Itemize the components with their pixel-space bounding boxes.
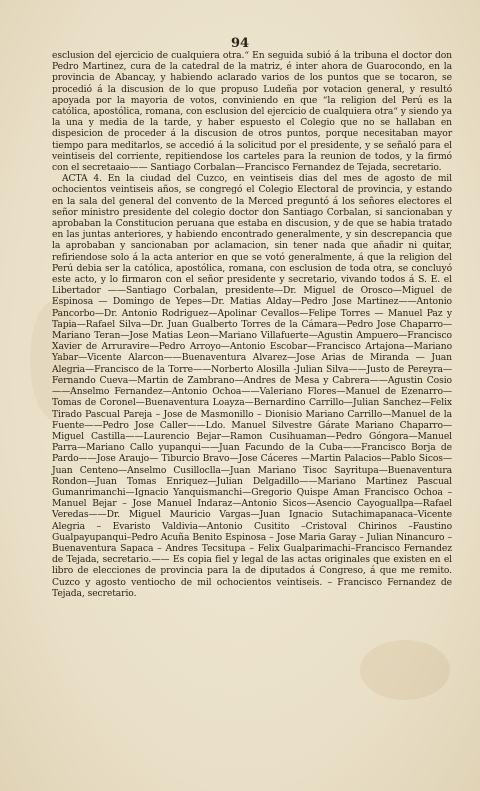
document-body [52,50,452,599]
page-number: 94 [230,36,250,51]
paper-stain [360,640,450,700]
paragraph-acta-4: ACTA 4. En la ciudad del Cuzco, en veintiseis dias del mes de agosto de mil ochocientos veintiseis años, se congregó el Colegio Electoral de provincia, y estando en la sala del general del convento de la Merced preguntó á los señores electores el señor ministro presidente del colegio doctor don Santiago Corbalan, si sancionaban y aprobaban la Constitucion peruana que estaba en discusion, y de que se habia tratado en las juntas anteriores, y habiendo encontrado generalmente, y sin descrepancia que la aprobaban y sancionaban por aclamacion, sin tener nada que añadir ni quitar, refiriendose solo á la acta anterior en que se votó generalmente, á que la religion del Perú debia ser la católica, apostólica, romana, con esclusion de toda otra, se concluyó este acto, y lo firmaron con el señor presidente y secretario, vivando todos á S. E. el Libertador ——Santiago Corbalan, presidente—Dr. Miguel de Orosco—Miguel de Espinosa — Domingo de Yepes—Dr. Matias Alday—Pedro Jose Martinez——Antonio Pancorbo—Dr. Antonio Rodriguez—Apolinar Cevallos—Felipe Torres — Manuel Paz y Tapia—Rafael Silva—Dr. Juan Gualberto Torres de la Cámara—Pedro Jose Chaparro—Mariano Teran—Jose Matias Leon—Mariano Villafuerte—Agustin Ampuero—Francisco Xavier de Arruravire—Pedro Arroyo—Antonio Escobar—Francisco Artajona—Mariano Yabar—Vicente Alarcon——Buenaventura Alvarez—Jose Arias de Miranda — Juan Alegria—Francisco de la Torre——Norberto Alosilla -Julian Silva——Justo de Pereyra—Fernando Cueva—Martin de Zambrano—Andres de Mesa y Cabrera——Agustin Cosio——Anselmo Fernandez—Antonio Ochoa——Valeriano Flores—Manuel de Ezenarro—Tomas de Coronel—Buenaventura Loayza—Bernardino Carrillo—Julian Sanchez—Felix Tirado Pascual Pareja – Jose de Masmonillo – Dionisio Mariano Carrillo—Manuel de la Fuente——Pedro Jose Caller——Ldo. Manuel Silvestre Gárate Mariano Chaparro—Miguel Castilla——Laurencio Bejar—Ramon Cusihuaman—Pedro Góngora—Manuel Parra—Mariano Callo yupanqui——Juan Facundo de la Cuba——Francisco Borja de Pardo——Jose Araujo— Tiburcio Bravo—Jose Cáceres —Martin Palacios—Pablo Sicos—Juan Centeno—Anselmo Cusilloclla—Juan Mariano Tisoc Sayritupa—Buenaventura Rondon—Juan Tomas Enriquez—Julian Delgadillo——Mariano Martinez Pascual Gumanrimanchi—Ignacio Yanquismanchi—Gregorio Quispe Aman Francisco Ochoa – Manuel Bejar – Jose Manuel Indaraz—Antonio Sicos—Asencio Cayoguallpa—Rafael Veredas——Dr. Miguel Mauricio Vargas—Juan Ignacio Sutachimapanaca–Vicente Alegria – Evaristo Valdivia—Antonio Cusitito –Cristoval Chirinos –Faustino Gualpayupanqui–Pedro Acuña Benito Espinosa – Jose Maria Garay – Julian Ninancuro – Buenaventura Sapaca – Andres Tecsitupa – Felix Gualparimachi–Francisco Fernandez de Tejada, secretario.—— Es copia fiel y legal de las actas originales que existen en el libro de elecciones de provincia para la de diputados á Congreso, á que me remito. Cuzco y agosto ventiocho de mil ochocientos veintiseis. – Francisco Fernandez de Tejada, secretario. [52,173,452,599]
paragraph-continuation: esclusion del ejercicio de cualquiera otra.“ En seguida subió á la tribuna el doctor don Pedro Martinez, cura de la catedral de la matriz, é inter ahora de Guarocondo, en la provincia de Abancay, y habiendo aclarado varios de los puntos que se tocaron, se procedió á la discusion de lo que propuso Ludeña por votacion general, y resultó apoyada por la mayoria de votos, conviniendo en que “la religion del Perú es la católica, apostólica, romana, con esclusion del ejercicio de cualquiera otra“ y siendo ya la una y media de la tarde, y haber espuesto el Colegio que no se hallaban en dispesicion de proceder á la discusion de otros puntos, porque necesitaban mayor tiempo para meditarlos, se accedió á la solicitud por el presidente, y se señaló para el veintiseis del corriente, repitiendose los carteles para la reunion de todos, y la firmó con el secretaaio—— Santiago Corbalan—Francisco Fernandez de Tejada, secretario. [52,50,452,174]
